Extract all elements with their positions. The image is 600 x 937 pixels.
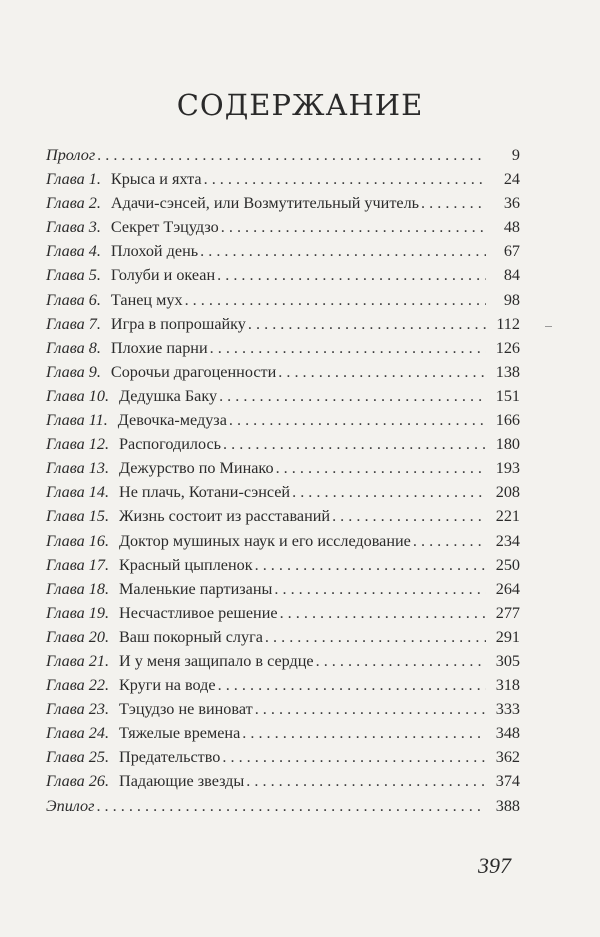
dot-leader xyxy=(246,772,486,791)
entry-label: Глава 8. xyxy=(46,338,101,357)
entry-label: Глава 1. xyxy=(46,170,101,189)
toc-entry xyxy=(46,556,520,580)
dot-leader xyxy=(217,266,486,285)
entry-label: Глава 16. xyxy=(46,531,109,550)
dot-leader xyxy=(222,748,486,767)
entry-title: Предательство xyxy=(119,748,221,767)
entry-label: Пролог xyxy=(46,146,96,164)
page-number: 397 xyxy=(478,853,511,878)
entry-page-number: 84 xyxy=(503,266,520,285)
entry-label: Глава 3. xyxy=(46,218,101,237)
entry-page-number: 9 xyxy=(511,146,520,164)
entry-label: Глава 17. xyxy=(46,555,109,574)
entry-page-number: 126 xyxy=(495,338,520,357)
entry-page-number: 318 xyxy=(495,676,520,695)
entry-page-number: 333 xyxy=(495,700,520,719)
entry-title: Игра в попрошайку xyxy=(110,314,246,333)
dot-leader xyxy=(316,652,486,671)
toc-entry xyxy=(46,628,520,652)
entry-label: Глава 5. xyxy=(46,266,101,285)
toc-entry xyxy=(46,266,520,290)
entry-title: И у меня защипало в сердце xyxy=(119,651,314,670)
entry-title: Секрет Тэцудзо xyxy=(110,218,219,237)
dot-leader xyxy=(185,291,486,310)
dot-leader xyxy=(255,700,486,719)
toc-entry xyxy=(46,580,520,604)
entry-page-number: 112 xyxy=(496,314,520,333)
entry-page-number: 374 xyxy=(495,772,520,791)
entry-title: Танец мух xyxy=(110,290,183,309)
entry-title: Плохие парни xyxy=(110,338,208,357)
entry-label: Эпилог xyxy=(46,796,95,815)
entry-title: Не плачь, Котани-сэнсей xyxy=(119,483,291,502)
dot-leader xyxy=(200,242,486,261)
entry-page-number: 166 xyxy=(495,411,520,430)
entry-page-number: 67 xyxy=(503,242,520,261)
entry-label: Глава 2. xyxy=(46,194,101,213)
margin-mark xyxy=(545,326,552,327)
dot-leader xyxy=(221,218,486,237)
dot-leader xyxy=(219,387,486,406)
toc-entry xyxy=(46,315,520,339)
entry-label: Глава 21. xyxy=(46,651,109,670)
entry-title: Красный цыпленок xyxy=(119,555,253,574)
entry-page-number: 277 xyxy=(495,603,520,622)
table-of-contents xyxy=(46,146,520,821)
entry-page-number: 388 xyxy=(495,796,520,815)
entry-title: Маленькие партизаны xyxy=(119,579,273,598)
entry-label: Глава 24. xyxy=(46,724,109,743)
dot-leader xyxy=(421,194,486,213)
entry-label: Глава 6. xyxy=(46,290,101,309)
entry-label: Глава 26. xyxy=(46,772,109,791)
entry-label: Глава 15. xyxy=(46,507,109,526)
entry-label: Глава 23. xyxy=(46,700,109,719)
entry-title: Девочка-медуза xyxy=(117,411,227,430)
entry-title: Круги на воде xyxy=(119,676,216,695)
dot-leader xyxy=(223,435,486,454)
toc-entry xyxy=(46,724,520,748)
dot-leader xyxy=(274,580,486,599)
toc-entry xyxy=(46,435,520,459)
entry-title: Распогодилось xyxy=(119,435,222,454)
entry-page-number: 151 xyxy=(495,386,520,405)
toc-entry xyxy=(46,772,520,796)
toc-entry xyxy=(46,483,520,507)
dot-leader xyxy=(332,507,486,526)
entry-label: Глава 9. xyxy=(46,362,101,381)
entry-title: Крыса и яхта xyxy=(110,170,202,189)
toc-entry xyxy=(46,411,520,435)
toc-entry xyxy=(46,532,520,556)
entry-title: Тэцудзо не виноват xyxy=(119,700,253,719)
entry-page-number: 348 xyxy=(495,724,520,743)
dot-leader xyxy=(265,628,486,647)
entry-label: Глава 11. xyxy=(46,411,108,430)
entry-label: Глава 10. xyxy=(46,386,109,405)
dot-leader xyxy=(276,459,486,478)
dot-leader xyxy=(242,724,486,743)
entry-page-number: 180 xyxy=(495,435,520,454)
dot-leader xyxy=(413,532,486,551)
toc-entry xyxy=(46,339,520,363)
entry-page-number: 138 xyxy=(495,362,520,381)
entry-label: Глава 25. xyxy=(46,748,109,767)
entry-title: Дедушка Баку xyxy=(119,386,218,405)
entry-title: Адачи-сэнсей, или Возмутительный учитель xyxy=(110,194,420,213)
toc-entry xyxy=(46,676,520,700)
entry-label: Глава 7. xyxy=(46,314,101,333)
toc-entry xyxy=(46,291,520,315)
entry-title: Тяжелые времена xyxy=(119,724,241,743)
toc-entry xyxy=(46,387,520,411)
dot-leader xyxy=(292,483,486,502)
toc-entry xyxy=(46,146,520,170)
entry-title: Дежурство по Минако xyxy=(119,459,274,478)
toc-entry xyxy=(46,218,520,242)
entry-label: Глава 22. xyxy=(46,676,109,695)
entry-page-number: 193 xyxy=(495,459,520,478)
toc-entry xyxy=(46,797,520,821)
dot-leader xyxy=(248,315,486,334)
toc-entry xyxy=(46,700,520,724)
toc-entry xyxy=(46,459,520,483)
entry-title: Голуби и океан xyxy=(110,266,216,285)
dot-leader xyxy=(255,556,486,575)
entry-label: Глава 19. xyxy=(46,603,109,622)
page-title: СОДЕРЖАНИЕ xyxy=(176,88,424,122)
entry-page-number: 250 xyxy=(495,555,520,574)
entry-page-number: 264 xyxy=(495,579,520,598)
dot-leader xyxy=(229,411,486,430)
dot-leader xyxy=(97,146,486,165)
entry-page-number: 48 xyxy=(503,218,520,237)
toc-entry xyxy=(46,748,520,772)
entry-page-number: 362 xyxy=(495,748,520,767)
toc-entry xyxy=(46,242,520,266)
entry-page-number: 234 xyxy=(495,531,520,550)
entry-page-number: 305 xyxy=(495,651,520,670)
toc-entry xyxy=(46,604,520,628)
entry-page-number: 36 xyxy=(503,194,520,213)
dot-leader xyxy=(280,604,486,623)
entry-title: Падающие звезды xyxy=(119,772,245,791)
entry-title: Сорочьи драгоценности xyxy=(110,362,277,381)
entry-title: Ваш покорный слуга xyxy=(119,627,263,646)
entry-label: Глава 18. xyxy=(46,579,109,598)
dot-leader xyxy=(204,170,486,189)
entry-page-number: 208 xyxy=(495,483,520,502)
entry-page-number: 221 xyxy=(495,507,520,526)
entry-label: Глава 12. xyxy=(46,435,109,454)
entry-title: Жизнь состоит из расставаний xyxy=(119,507,331,526)
toc-entry xyxy=(46,652,520,676)
toc-entry xyxy=(46,363,520,387)
entry-page-number: 291 xyxy=(495,627,520,646)
entry-page-number: 24 xyxy=(503,170,520,189)
toc-entry xyxy=(46,194,520,218)
entry-title: Плохой день xyxy=(110,242,199,261)
entry-label: Глава 14. xyxy=(46,483,109,502)
entry-label: Глава 13. xyxy=(46,459,109,478)
entry-label: Глава 4. xyxy=(46,242,101,261)
entry-title: Несчастливое решение xyxy=(119,603,278,622)
toc-entry xyxy=(46,170,520,194)
entry-title: Доктор мушиных наук и его исследование xyxy=(119,531,411,550)
dot-leader xyxy=(210,339,486,358)
toc-entry xyxy=(46,507,520,531)
entry-label: Глава 20. xyxy=(46,627,109,646)
dot-leader xyxy=(96,797,486,816)
entry-page-number: 98 xyxy=(503,290,520,309)
dot-leader xyxy=(218,676,486,695)
dot-leader xyxy=(278,363,486,382)
